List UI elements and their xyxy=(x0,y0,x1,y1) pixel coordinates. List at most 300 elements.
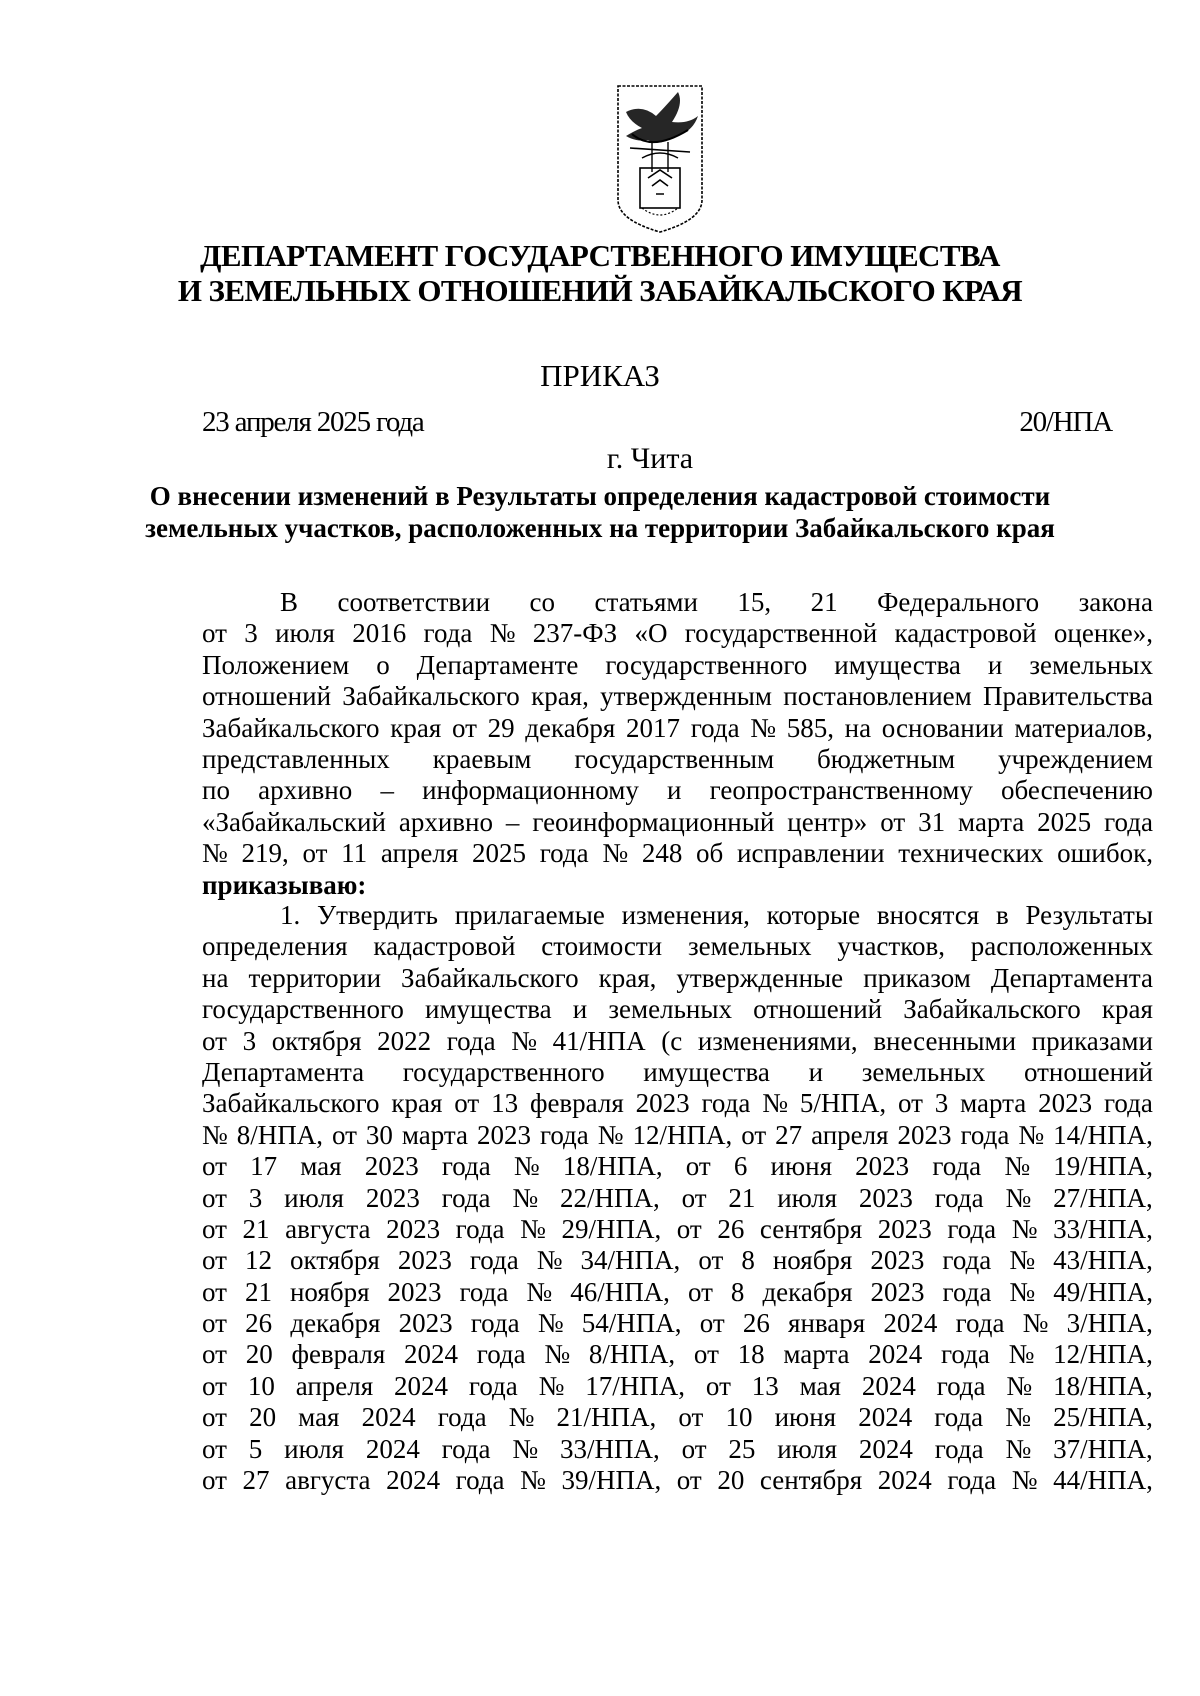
preamble-line xyxy=(202,744,1153,775)
word: № xyxy=(513,1151,540,1182)
preamble-line xyxy=(202,775,1153,806)
word: 3/НПА, xyxy=(1066,1308,1153,1339)
word: 27 xyxy=(242,1465,270,1496)
word: года xyxy=(942,1245,992,1276)
word: от xyxy=(687,1276,713,1307)
word: 41/НПА xyxy=(552,1025,646,1056)
word: 12 xyxy=(244,1245,272,1276)
word: 2023 xyxy=(398,1308,453,1339)
word: № xyxy=(489,618,516,649)
word: 8/НПА, xyxy=(236,1119,323,1150)
word: от xyxy=(699,1308,725,1339)
word: кадастровой xyxy=(373,931,516,962)
word: от xyxy=(698,1245,724,1276)
department-name-line-1: ДЕПАРТАМЕНТ ГОСУДАРСТВЕННОГО ИМУЩЕСТВА xyxy=(200,238,1000,273)
word: 2025 xyxy=(1037,806,1092,837)
word: октября xyxy=(290,1245,380,1276)
word: 2023 xyxy=(397,1245,452,1276)
word: технических xyxy=(898,838,1044,869)
word: земельных xyxy=(687,931,812,962)
word: 8 xyxy=(730,1276,745,1307)
clause-line xyxy=(202,1402,1153,1433)
word: 2023 xyxy=(870,1276,925,1307)
word: 29 xyxy=(487,712,515,743)
word: № xyxy=(512,1182,539,1213)
word: 3 xyxy=(242,1025,257,1056)
word: от xyxy=(202,1339,227,1370)
word: марта xyxy=(783,1339,850,1370)
word: № xyxy=(1009,1245,1036,1276)
word: августа xyxy=(285,1465,371,1496)
word: № xyxy=(1005,1402,1032,1433)
word: 20 xyxy=(717,1465,745,1496)
word: по xyxy=(202,775,230,806)
word: от xyxy=(693,1339,719,1370)
word: прилагаемые xyxy=(454,900,605,930)
word: № xyxy=(520,1213,546,1244)
clause-line xyxy=(202,963,1153,994)
word: 2023 xyxy=(870,1245,925,1276)
word: февраля xyxy=(529,1088,624,1119)
word: земельных xyxy=(608,994,732,1025)
word: года xyxy=(441,1433,491,1464)
word: от xyxy=(331,1119,357,1150)
word: 25/НПА, xyxy=(1053,1402,1153,1433)
word: июля xyxy=(777,1433,838,1464)
word: № xyxy=(202,838,228,869)
word: Департамента xyxy=(202,1056,365,1087)
word: 37/НПА, xyxy=(1053,1433,1153,1464)
word: 31 xyxy=(918,806,946,837)
word: исправлении xyxy=(737,838,885,869)
word: года xyxy=(446,1025,496,1056)
word: 5/НПА, xyxy=(799,1088,887,1119)
clause-line xyxy=(202,1214,1153,1245)
word: 26 xyxy=(245,1308,273,1339)
word: июня xyxy=(770,1151,832,1182)
preamble-closing: приказываю: xyxy=(202,869,367,900)
word: Результаты xyxy=(1025,900,1153,930)
word: 585, xyxy=(786,712,834,743)
word: ноября xyxy=(772,1245,853,1276)
word: отношений xyxy=(1023,1056,1153,1087)
word: 18 xyxy=(737,1339,765,1370)
word: Забайкальского xyxy=(401,962,579,993)
order-title-line-1: О внесении изменений в Результаты определения кадастровой стоимости xyxy=(149,481,1051,511)
word: 27/НПА, xyxy=(1053,1182,1153,1213)
word: декабря xyxy=(525,712,616,743)
word: года xyxy=(1104,1088,1153,1119)
word: № xyxy=(1018,1119,1045,1150)
word: года xyxy=(423,618,473,649)
word: года xyxy=(539,1119,589,1150)
word: 2024 xyxy=(877,1465,932,1496)
word: и xyxy=(667,775,682,806)
word: от xyxy=(676,1465,702,1496)
word: 5 xyxy=(248,1433,263,1464)
word: года xyxy=(947,1213,997,1244)
clause-line xyxy=(202,1026,1153,1057)
word: 2023 xyxy=(855,1151,910,1182)
word: 6 xyxy=(733,1151,748,1182)
word: 2024 xyxy=(365,1433,420,1464)
word: года xyxy=(441,1151,491,1182)
word: центр» xyxy=(787,806,868,837)
word: апреля xyxy=(380,838,459,869)
word: отношений xyxy=(202,681,332,712)
word: стоимости xyxy=(541,931,663,962)
word: 2024 xyxy=(386,1465,441,1496)
word: закона xyxy=(1078,587,1153,617)
word: года xyxy=(441,1182,491,1213)
word: 33/НПА, xyxy=(1053,1213,1153,1244)
word: ошибок, xyxy=(1057,838,1153,869)
word: 34/НПА, xyxy=(580,1245,681,1276)
word: 2017 xyxy=(626,712,681,743)
word: года xyxy=(455,1465,505,1496)
word: года xyxy=(960,1119,1010,1150)
word: года xyxy=(690,712,740,743)
word: Департаменте xyxy=(416,649,579,680)
word: 20 xyxy=(245,1339,273,1370)
word: на xyxy=(844,712,872,743)
word: соответствии xyxy=(337,587,491,617)
word: информационному xyxy=(422,775,639,806)
order-date: 23 апреля 2025 года xyxy=(202,406,424,438)
word: 8/НПА, xyxy=(588,1339,676,1370)
clause-line xyxy=(202,1088,1153,1119)
word: июля xyxy=(275,618,335,649)
word: 14/НПА, xyxy=(1053,1119,1153,1150)
word: 21 xyxy=(244,1276,272,1307)
word: изменения, xyxy=(621,900,750,930)
word: на xyxy=(202,962,229,993)
word: бюджетным xyxy=(817,743,956,774)
word: № xyxy=(762,1088,788,1119)
word: августа xyxy=(285,1213,371,1244)
coat-of-arms-emblem xyxy=(612,82,708,234)
word: 15, xyxy=(737,587,772,617)
word: 2023 xyxy=(365,1182,420,1213)
word: края xyxy=(391,1088,443,1119)
word: 17/НПА, xyxy=(585,1370,686,1401)
word: июня xyxy=(774,1402,837,1433)
word: № xyxy=(1008,1339,1035,1370)
word: от xyxy=(202,1433,227,1464)
word: от xyxy=(202,618,227,649)
word: обеспечению xyxy=(1001,775,1153,806)
word: № xyxy=(1009,1276,1036,1307)
clause-line xyxy=(202,1151,1153,1182)
word: 8 xyxy=(741,1245,755,1276)
clause-line xyxy=(202,1245,1153,1276)
preamble-paragraph xyxy=(202,587,1153,901)
word: года xyxy=(932,1151,982,1182)
word: от xyxy=(451,712,477,743)
word: Положением xyxy=(202,649,350,680)
word: Забайкальского xyxy=(202,1088,380,1119)
word: и xyxy=(808,1056,824,1087)
word: об xyxy=(696,838,724,869)
word: 44/НПА, xyxy=(1053,1465,1153,1496)
word: краевым xyxy=(432,743,532,774)
word: № xyxy=(508,1402,535,1433)
word: сентября xyxy=(759,1465,863,1496)
word: № xyxy=(202,1119,228,1150)
word: 219, xyxy=(241,838,289,869)
word: 12/НПА, xyxy=(632,1119,733,1150)
word: марта xyxy=(958,806,1025,837)
word: мая xyxy=(300,1151,342,1182)
word: 29/НПА, xyxy=(561,1213,662,1244)
word: № xyxy=(1004,1151,1031,1182)
word: 46/НПА, xyxy=(570,1276,670,1307)
word: участков, xyxy=(837,931,945,962)
word: года xyxy=(936,1370,986,1401)
word: года xyxy=(539,838,589,869)
word: 33/НПА, xyxy=(559,1433,660,1464)
word: Забайкальского xyxy=(202,712,380,743)
word: 2024 xyxy=(858,1402,913,1433)
clause-line xyxy=(202,1371,1153,1402)
word: 18/НПА, xyxy=(1053,1370,1153,1401)
word: от xyxy=(685,1151,711,1182)
word: приказом xyxy=(863,962,971,993)
word: 21 xyxy=(242,1213,270,1244)
word: февраля xyxy=(291,1339,386,1370)
word: утвержденные xyxy=(676,962,844,993)
word: 2024 xyxy=(868,1339,923,1370)
word: мая xyxy=(298,1402,340,1433)
word: – xyxy=(380,775,394,806)
word: 10 xyxy=(247,1370,275,1401)
word: января xyxy=(788,1308,866,1339)
word: которые xyxy=(766,900,861,930)
word: Забайкальского xyxy=(342,681,520,712)
word: 1. xyxy=(280,900,301,930)
word: марта xyxy=(960,1088,1027,1119)
word: 2023 xyxy=(476,1119,531,1150)
word: № xyxy=(1005,1433,1032,1464)
clause-line xyxy=(202,900,1153,931)
clause-line xyxy=(202,1120,1153,1151)
clause-line xyxy=(202,1339,1153,1370)
word: 19/НПА, xyxy=(1053,1151,1153,1182)
word: постановлением xyxy=(783,681,972,712)
word: имущества xyxy=(834,649,961,680)
word: № xyxy=(526,1276,553,1307)
word: года xyxy=(942,1276,992,1307)
word: 39/НПА, xyxy=(561,1465,662,1496)
word: 2023 xyxy=(386,1213,441,1244)
clause-line xyxy=(202,1277,1153,1308)
word: года xyxy=(455,1213,505,1244)
word: земельных xyxy=(861,1056,986,1087)
word: от xyxy=(681,1182,707,1213)
word: 2023 xyxy=(858,1182,913,1213)
word: года xyxy=(1104,806,1153,837)
word: государственной xyxy=(684,618,878,649)
word: края, xyxy=(531,681,589,712)
word: геоинформационный xyxy=(532,806,775,837)
word: оценке», xyxy=(1053,618,1153,649)
word: апреля xyxy=(295,1370,374,1401)
word: 2023 xyxy=(897,1119,952,1150)
word: Департамента xyxy=(990,962,1153,993)
preamble-line xyxy=(202,838,1153,869)
word: учреждением xyxy=(998,743,1153,774)
word: Федерального xyxy=(877,587,1040,617)
word: от xyxy=(202,1465,227,1496)
word: от xyxy=(202,1182,227,1213)
preamble-line xyxy=(202,807,1153,838)
word: 26 xyxy=(742,1308,770,1339)
word: от xyxy=(202,1276,227,1307)
word: государственного xyxy=(402,1056,605,1087)
word: 2024 xyxy=(361,1402,416,1433)
word: имущества xyxy=(425,994,552,1025)
word: государственного xyxy=(605,649,808,680)
word: от xyxy=(202,1213,227,1244)
word: № xyxy=(750,712,777,743)
word: основании xyxy=(881,712,1004,743)
word: архивно xyxy=(258,775,353,806)
word: представленных xyxy=(202,743,390,774)
word: 11 xyxy=(341,838,368,869)
word: и xyxy=(987,649,1003,680)
word: 27 xyxy=(775,1119,803,1150)
word: края, xyxy=(598,962,657,993)
word: Утвердить xyxy=(317,900,438,930)
department-name-line-2: И ЗЕМЕЛЬНЫХ ОТНОШЕНИЙ ЗАБАЙКАЛЬСКОГО КРАЯ xyxy=(177,273,1023,308)
word: года xyxy=(941,1339,990,1370)
word: 20 xyxy=(249,1402,277,1433)
word: от xyxy=(202,1151,227,1182)
word: в xyxy=(995,900,1009,930)
word: от xyxy=(202,1308,227,1339)
word: № xyxy=(1011,1213,1038,1244)
clause-line xyxy=(202,1434,1153,1465)
word: государственного xyxy=(202,994,404,1025)
clause-line xyxy=(202,1308,1153,1339)
word: № xyxy=(1005,1182,1032,1213)
word: № xyxy=(520,1465,546,1496)
preamble-line xyxy=(202,618,1153,649)
word: № xyxy=(1011,1465,1038,1496)
word: архивно xyxy=(398,806,493,837)
word: № xyxy=(512,1433,539,1464)
word: 17 xyxy=(250,1151,278,1182)
word: края xyxy=(390,712,442,743)
word: года xyxy=(934,1433,984,1464)
word: № xyxy=(1022,1308,1049,1339)
word: от xyxy=(897,1088,923,1119)
word: 2022 xyxy=(377,1025,432,1056)
word: государственным xyxy=(574,743,775,774)
word: 2024 xyxy=(861,1370,916,1401)
word: земельных xyxy=(1029,649,1153,680)
word: года xyxy=(934,1182,984,1213)
clause-line xyxy=(202,1183,1153,1214)
word: – xyxy=(505,806,520,837)
word: от xyxy=(202,1370,227,1401)
word: о xyxy=(376,649,390,680)
clause-1-paragraph xyxy=(202,900,1153,1496)
word: № xyxy=(597,1119,624,1150)
word: расположенных xyxy=(970,931,1153,962)
word: № xyxy=(537,1308,564,1339)
word: вносятся xyxy=(876,900,980,930)
document-type: ПРИКАЗ xyxy=(540,358,660,393)
word: 2023 xyxy=(877,1213,932,1244)
word: территории xyxy=(248,962,382,993)
word: ноября xyxy=(289,1276,370,1307)
clause-line xyxy=(202,994,1153,1025)
word: № xyxy=(511,1025,537,1056)
word: года xyxy=(468,1370,518,1401)
word: июля xyxy=(284,1433,344,1464)
preamble-line xyxy=(202,650,1153,681)
word: «Забайкальский xyxy=(202,806,386,837)
word: сентября xyxy=(759,1213,863,1244)
word: 2023 xyxy=(635,1088,690,1119)
word: утвержденным xyxy=(600,681,772,712)
word: № xyxy=(536,1245,563,1276)
word: от xyxy=(681,1433,707,1464)
word: материалов, xyxy=(1014,712,1153,743)
word: 2023 xyxy=(364,1151,419,1182)
word: от xyxy=(202,1025,227,1056)
word: приказами xyxy=(1031,1025,1153,1056)
preamble-line xyxy=(202,681,1153,712)
word: изменениями, xyxy=(697,1025,858,1056)
word: от xyxy=(741,1119,767,1150)
word: 13 xyxy=(751,1370,779,1401)
order-city: г. Чита xyxy=(606,442,694,475)
word: № xyxy=(538,1370,565,1401)
word: 22/НПА, xyxy=(559,1182,660,1213)
word: 43/НПА, xyxy=(1053,1245,1153,1276)
word: 54/НПА, xyxy=(581,1308,682,1339)
clause-line xyxy=(202,931,1153,962)
word: 12/НПА, xyxy=(1053,1339,1153,1370)
word: 248 xyxy=(641,838,683,869)
word: отношений xyxy=(753,994,883,1025)
word: 3 xyxy=(244,618,258,649)
word: года xyxy=(955,1308,1005,1339)
word: декабря xyxy=(290,1308,381,1339)
word: 18/НПА, xyxy=(562,1151,663,1182)
word: от xyxy=(880,806,906,837)
word: 2024 xyxy=(883,1308,938,1339)
word: № xyxy=(602,838,629,869)
word: года xyxy=(947,1465,997,1496)
word: 21 xyxy=(728,1182,756,1213)
word: марта xyxy=(401,1119,468,1150)
word: геопространственному xyxy=(709,775,973,806)
word: 2024 xyxy=(404,1339,459,1370)
word: 13 xyxy=(491,1088,519,1119)
word: июля xyxy=(284,1182,344,1213)
word: 2025 xyxy=(472,838,527,869)
word: года xyxy=(469,1245,519,1276)
preamble-line xyxy=(202,587,1153,618)
word: 2024 xyxy=(858,1433,913,1464)
word: (с xyxy=(661,1025,683,1056)
word: от xyxy=(302,838,328,869)
word: года xyxy=(934,1402,984,1433)
word: «О xyxy=(634,618,668,649)
